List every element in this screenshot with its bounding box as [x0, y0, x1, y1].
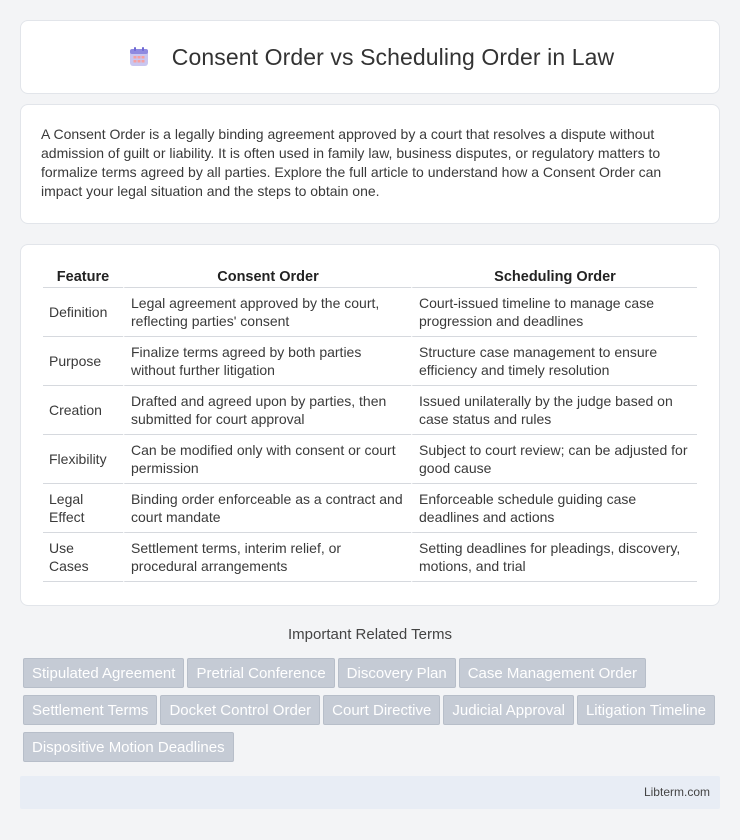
table-row: [43, 484, 697, 533]
related-term-tag[interactable]: Court Directive: [323, 695, 440, 725]
scheduling-cell: Setting deadlines for pleadings, discovery, motions, and trial: [411, 533, 697, 582]
header-consent-order: Consent Order: [123, 265, 411, 288]
related-term-tag[interactable]: Settlement Terms: [23, 695, 157, 725]
page-title: Consent Order vs Scheduling Order in Law: [171, 43, 615, 70]
related-term-tag[interactable]: Dispositive Motion Deadlines: [23, 732, 234, 762]
feature-cell: Purpose: [43, 337, 123, 386]
related-term-tag[interactable]: Discovery Plan: [338, 658, 456, 688]
related-term-tag[interactable]: Litigation Timeline: [577, 695, 715, 725]
comparison-table: [43, 265, 697, 582]
intro-text: A Consent Order is a legally binding agreement approved by a court that resolves a dispute without admission of guilt or liability. It is often used in family law, business disputes, or regulatory matters to formalize terms agreed by all parties. Explore the full article to understand how a Consent Order can impact your legal situation and the steps to obtain one.: [41, 126, 662, 199]
related-term-tag[interactable]: Case Management Order: [459, 658, 646, 688]
feature-cell: Legal Effect: [43, 484, 123, 533]
footer: [20, 776, 720, 809]
table-row: [43, 386, 697, 435]
table-row: [43, 337, 697, 386]
scheduling-cell: Structure case management to ensure efficiency and timely resolution: [411, 337, 697, 386]
scheduling-cell: Enforceable schedule guiding case deadlines and actions: [411, 484, 697, 533]
related-term-tag[interactable]: Judicial Approval: [443, 695, 574, 725]
related-terms-heading: Important Related Terms: [288, 626, 452, 643]
consent-cell: Drafted and agreed upon by parties, then submitted for court approval: [123, 386, 411, 435]
table-row: [43, 435, 697, 484]
consent-cell: Finalize terms agreed by both parties without further litigation: [123, 337, 411, 386]
consent-cell: Binding order enforceable as a contract and court mandate: [123, 484, 411, 533]
related-terms-list: [23, 658, 723, 769]
scheduling-cell: Subject to court review; can be adjusted for good cause: [411, 435, 697, 484]
feature-cell: Definition: [43, 288, 123, 337]
calendar-icon: [126, 44, 152, 70]
scheduling-cell: Court-issued timeline to manage case progression and deadlines: [411, 288, 697, 337]
comparison-card: [20, 244, 720, 606]
consent-cell: Legal agreement approved by the court, reflecting parties' consent: [123, 288, 411, 337]
feature-cell: Use Cases: [43, 533, 123, 582]
table-header-row: [43, 265, 697, 288]
related-term-tag[interactable]: Docket Control Order: [160, 695, 320, 725]
feature-cell: Creation: [43, 386, 123, 435]
table-row: [43, 533, 697, 582]
table-row: [43, 288, 697, 337]
footer-site-link[interactable]: Libterm.com: [643, 785, 710, 799]
header-feature: Feature: [43, 265, 123, 288]
consent-cell: Can be modified only with consent or court permission: [123, 435, 411, 484]
feature-cell: Flexibility: [43, 435, 123, 484]
scheduling-cell: Issued unilaterally by the judge based on case status and rules: [411, 386, 697, 435]
title-card: [20, 20, 720, 94]
consent-cell: Settlement terms, interim relief, or procedural arrangements: [123, 533, 411, 582]
intro-card: [20, 104, 720, 224]
related-term-tag[interactable]: Stipulated Agreement: [23, 658, 184, 688]
related-term-tag[interactable]: Pretrial Conference: [187, 658, 334, 688]
header-scheduling-order: Scheduling Order: [411, 265, 697, 288]
